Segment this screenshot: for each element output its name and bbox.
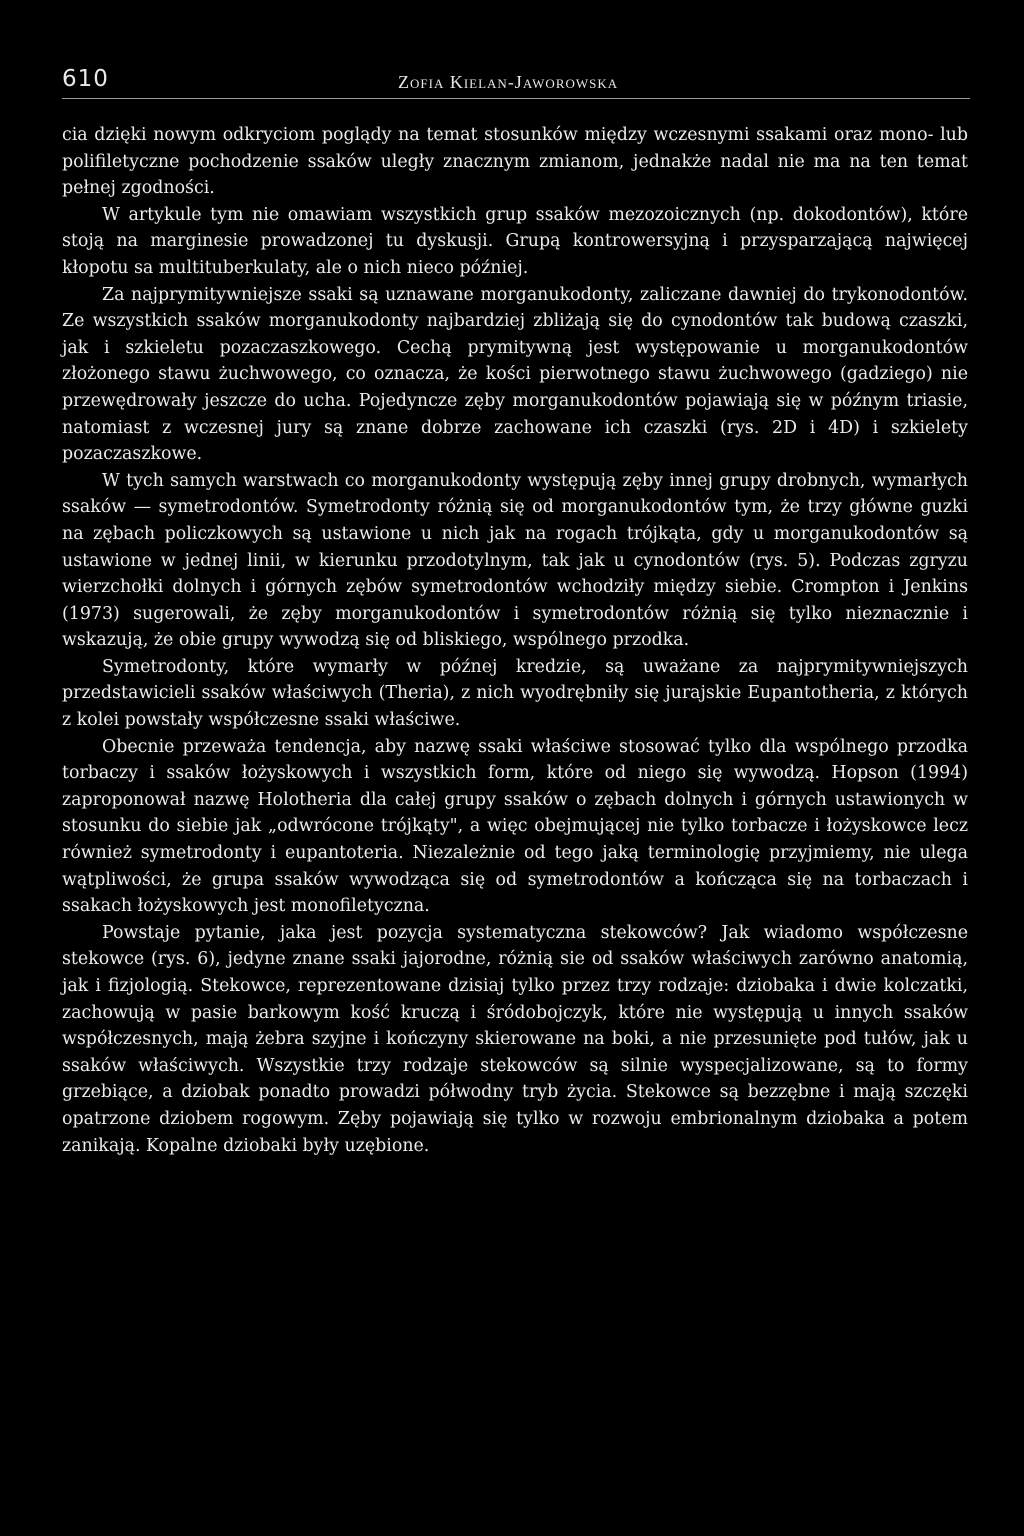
paragraph: W artykule tym nie omawiam wszystkich grup ssaków mezozoicznych (np. dokodontów), które stoją na marginesie prowadzonej tu dyskusji. Grupą kontrowersyjną i przysparzającą najwięcej kłopotu sa multituberkulaty, ale o nich nieco później. <box>62 204 968 278</box>
paragraph: Za najprymitywniejsze ssaki są uznawane morganukodonty, zaliczane dawniej do trykonodontów. Ze wszystkich ssaków morganukodonty najbardziej zbliżają się do cynodontów tak budową czaszki, jak i szkieletu pozaczaszkowego. Cechą prymitywną jest występowanie u morganukodontów złożonego stawu żuchwowego, co oznacza, że kości pierwotnego stawu żuchwowego (gadziego) nie przewędrowały jeszcze do ucha. Pojedyncze zęby morganukodontów pojawiają się w późnym triasie, natomiast z wczesnej jury są znane dobrze zachowane ich czaszki (rys. 2D i 4D) i szkielety pozaczaszkowe. <box>62 284 968 465</box>
paragraph: Powstaje pytanie, jaka jest pozycja systematyczna stekowców? Jak wiadomo współczesne stekowce (rys. 6), jedyne znane ssaki jajorodne, różnią sie od ssaków właściwych zarówno anatomią, jak i fizjologią. Stekowce, reprezentowane dzisiaj tylko przez trzy rodzaje: dziobaka i dwie kolczatki, zachowują w pasie barkowym kość kruczą i śródobojczyk, które nie występują u innych ssaków współczesnych, mają żebra szyjne i kończyny skierowane na boki, a nie przesunięte pod tułów, jak u ssaków właściwych. Wszystkie trzy rodzaje stekowców są silnie wyspecjalizowane, są to formy grzebiące, a dziobak ponadto prowadzi półwodny tryb życia. Stekowce są bezzębne i mają szczęki opatrzone dziobem rogowym. Zęby pojawiają się tylko w rozwoju embrionalnym dziobaka a potem zanikają. Kopalne dziobaki były uzębione. <box>62 922 968 1156</box>
page-number: 610 <box>62 66 109 92</box>
running-head <box>62 64 970 99</box>
paragraph: Symetrodonty, które wymarły w późnej kredzie, są uważane za najprymitywniejszych przedstawicieli ssaków właściwych (Theria), z nich wyodrębniły się jurajskie Eupantotheria, z których z kolei powstały współczesne ssaki właściwe. <box>62 656 968 731</box>
paragraph-continuation: cia dzięki nowym odkryciom poglądy na temat stosunków między wczesnymi ssakami oraz mono- lub polifiletyczne pochodzenie ssaków uległy znacznym zmianom, jednakże nadal nie ma na ten temat pełnej zgodności. <box>62 125 968 199</box>
body-text <box>62 122 968 1159</box>
paragraph: Obecnie przeważa tendencja, aby nazwę ssaki właściwe stosować tylko dla wspólnego przodka torbaczy i ssaków łożyskowych i wszystkich form, które od niego się wywodzą. Hopson (1994) zaproponował nazwę Holotheria dla całej grupy ssaków o zębach dolnych i górnych ustawionych w stosunku do siebie jak „odwrócone trójkąty", a więc obejmującej nie tylko torbacze i łożyskowce lecz również symetrodonty i eupantoteria. Niezależnie od tego jaką terminologię przyjmiemy, nie ulega wątpliwości, że grupa ssaków wywodząca się od symetrodontów a kończąca się na torbaczach i ssakach łożyskowych jest monofiletyczna. <box>62 736 968 917</box>
running-head-author: Zofia Kielan-Jaworowska <box>398 72 619 92</box>
paragraph: W tych samych warstwach co morganukodonty występują zęby innej grupy drobnych, wymarłych ssaków — symetrodontów. Symetrodonty różnią się od morganukodontów tym, że trzy główne guzki na zębach policzkowych są ustawione u nich jak na rogach trójkąta, gdy u morganukodontów są ustawione w jednej linii, w kierunku przodotylnym, tak jak u cynodontów (rys. 5). Podczas zgryzu wierzchołki dolnych i górnych zębów symetrodontów wchodziły między siebie. Crompton i Jenkins (1973) sugerowali, że zęby morganukodontów i symetrodontów różnią się tylko nieznacznie i wskazują, że obie grupy wywodzą się od bliskiego, wspólnego przodka. <box>62 470 968 651</box>
